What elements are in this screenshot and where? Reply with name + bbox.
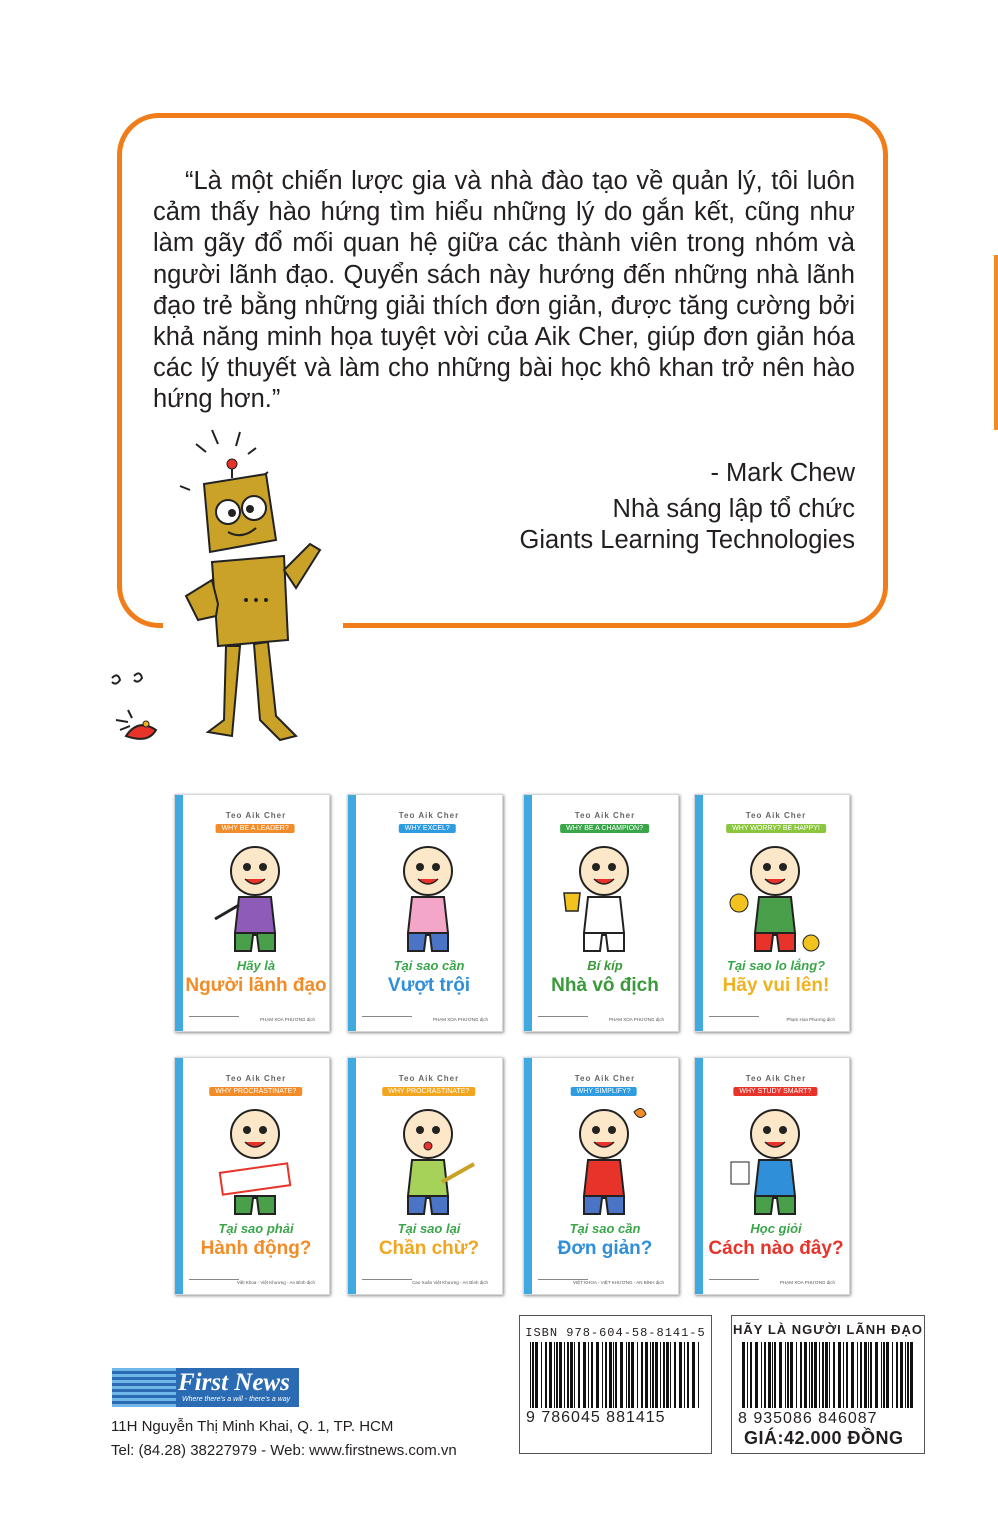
barcode-bar: [535, 1342, 538, 1408]
barcode-bar: [666, 1342, 669, 1408]
barcode-bar: [742, 1342, 745, 1408]
publisher-mark: [362, 1016, 412, 1023]
publisher-address: 11H Nguyễn Thị Minh Khai, Q. 1, TP. HCM: [111, 1418, 394, 1435]
barcode-bar: [843, 1342, 844, 1408]
book-subtitle: Tại sao cần: [569, 1221, 641, 1236]
book-title: Người lãnh đạo: [185, 975, 327, 996]
barcode-bar: [905, 1342, 906, 1408]
book-tag: WHY STUDY SMART?: [733, 1087, 817, 1096]
barcode-bar: [896, 1342, 898, 1408]
barcode-bar: [605, 1342, 607, 1408]
book-spine: [695, 1058, 703, 1294]
barcode-bar: [864, 1342, 867, 1408]
product-digits: 8 935086 846087: [738, 1410, 878, 1427]
book-spine: [524, 795, 532, 1031]
book-spine: [695, 795, 703, 1031]
book-spine: [348, 1058, 356, 1294]
kid-illustration: [554, 839, 654, 957]
barcode-bar: [764, 1342, 766, 1408]
book-credit: PHẠM XOA PHƯƠNG dịch: [260, 1017, 315, 1022]
book-author: Teo Aik Cher: [225, 1074, 287, 1083]
book-author: Teo Aik Cher: [574, 1074, 636, 1083]
first-news-logo: [112, 1368, 299, 1407]
book-title: Đơn giản?: [557, 1238, 653, 1259]
logo-name: First News: [178, 1369, 290, 1396]
publisher-mark: [538, 1016, 588, 1023]
product-title: HÃY LÀ NGƯỜI LÃNH ĐẠO: [733, 1322, 923, 1337]
book-cover-3: [523, 794, 679, 1032]
barcode-bar: [750, 1342, 752, 1408]
book-author: Teo Aik Cher: [574, 811, 636, 820]
book-subtitle: Hãy là: [236, 958, 276, 973]
barcode-bar: [787, 1342, 789, 1408]
quote-author: - Mark Chew: [710, 459, 855, 487]
logo-stripes: [112, 1368, 176, 1407]
barcode-bar: [570, 1342, 573, 1408]
book-credit: VIỆT KHOA - VIỆT KHƯƠNG - AN BÌNH dịch: [572, 1280, 664, 1285]
book-title: Cách nào đây?: [708, 1238, 844, 1259]
kid-illustration: [725, 1102, 825, 1220]
barcode-bar: [556, 1342, 558, 1408]
barcode-bar: [626, 1342, 627, 1408]
barcode-bar: [779, 1342, 782, 1408]
barcode-bar: [578, 1342, 580, 1408]
barcode-bar: [747, 1342, 748, 1408]
book-tag: WHY PROCRASTINATE?: [382, 1087, 475, 1096]
book-title: Hãy vui lên!: [722, 975, 830, 996]
book-spine: [175, 795, 183, 1031]
barcode-bar: [900, 1342, 903, 1408]
barcode-bar: [628, 1342, 630, 1408]
book-credit: Việt Khoa - Việt Khương - An Bình dịch: [236, 1280, 315, 1285]
publisher-mark: [189, 1279, 239, 1286]
book-subtitle: Tại sao lo lắng?: [726, 958, 826, 973]
barcode-bar: [838, 1342, 841, 1408]
barcode-bar: [602, 1342, 603, 1408]
barcode-bar: [846, 1342, 848, 1408]
book-tag: WHY PROCRASTINATE?: [209, 1087, 302, 1096]
barcode-bar: [564, 1342, 565, 1408]
barcode-bar: [670, 1342, 671, 1408]
book-credit: PHẠM XOA PHƯƠNG dịch: [609, 1017, 664, 1022]
barcode-bar: [545, 1342, 547, 1408]
robot-illustration: [100, 420, 340, 760]
kid-illustration: [378, 839, 478, 957]
barcode-bar: [851, 1342, 854, 1408]
book-cover-1: [174, 794, 330, 1032]
barcode-bar: [875, 1342, 878, 1408]
barcode-bar: [907, 1342, 909, 1408]
book-author: Teo Aik Cher: [398, 811, 460, 820]
book-cover-4: [694, 794, 850, 1032]
quote-author-organization: Giants Learning Technologies: [519, 526, 855, 554]
book-cover-8: [694, 1057, 850, 1295]
book-subtitle: Học giỏi: [750, 1221, 802, 1236]
book-tag: WHY WORRY? BE HAPPY!: [726, 824, 826, 833]
book-spine: [348, 795, 356, 1031]
price-label: GIÁ:42.000 ĐỒNG: [744, 1428, 904, 1448]
quote-author-role: Nhà sáng lập tổ chức: [612, 495, 855, 523]
barcode-bar: [620, 1342, 623, 1408]
barcode-bar: [583, 1342, 586, 1408]
book-subtitle: Tại sao cần: [393, 958, 465, 973]
barcode-bar: [822, 1342, 824, 1408]
barcode-bar: [804, 1342, 807, 1408]
book-tag: WHY BE A LEADER?: [216, 824, 295, 833]
logo-slogan: Where there's a will - there's a way: [182, 1396, 291, 1403]
barcode-bar: [574, 1342, 575, 1408]
barcode-bar: [652, 1342, 654, 1408]
publisher-mark: [189, 1016, 239, 1023]
barcode-bar: [883, 1342, 885, 1408]
book-tag: WHY BE A CHAMPION?: [560, 824, 649, 833]
publisher-contact: Tel: (84.28) 38227979 - Web: www.firstnews.com.vn: [111, 1442, 457, 1459]
barcode-bar: [549, 1342, 552, 1408]
barcode-bar: [596, 1342, 599, 1408]
barcode-bar: [755, 1342, 758, 1408]
barcode-bar: [674, 1342, 676, 1408]
barcode-bar: [811, 1342, 813, 1408]
barcode-bar: [809, 1342, 810, 1408]
barcode-bar: [868, 1342, 869, 1408]
barcode-bar: [698, 1342, 699, 1408]
quote-text: “Là một chiến lược gia và nhà đào tạo về quản lý, tôi luôn cảm thấy hào hứng tìm hiểu những lý do gắn kết, cũng như làm gãy đổ mối quan hệ giữa các thành viên trong nhóm và người lãnh đạo. Quyển sách này hướng đến những nhà lãnh đạo trẻ bằng những giải thích đơn giản, được tăng cường bởi khả năng minh họa tuyệt vời của Aik Cher, giúp đơn giản hóa các lý thuyết và làm cho những bài học khô khan trở nên hào hứng hơn.”: [153, 167, 855, 414]
book-credit: PHẠM XOA PHƯƠNG dịch: [780, 1280, 835, 1285]
barcode-bar: [631, 1342, 634, 1408]
barcode-bar: [655, 1342, 658, 1408]
barcode-bar: [663, 1342, 665, 1408]
barcode-bar: [609, 1342, 612, 1408]
barcode-bar: [790, 1342, 793, 1408]
barcode-bar: [796, 1342, 797, 1408]
barcode-bar: [772, 1342, 773, 1408]
barcode-bar: [591, 1342, 593, 1408]
barcode-bar: [554, 1342, 555, 1408]
barcode-bar: [615, 1342, 617, 1408]
barcode-bar: [825, 1342, 828, 1408]
book-cover-2: [347, 794, 503, 1032]
barcode-bar: [761, 1342, 762, 1408]
barcode-bar: [774, 1342, 776, 1408]
book-cover-5: [174, 1057, 330, 1295]
product-barcode-box: [731, 1315, 925, 1454]
book-author: Teo Aik Cher: [225, 811, 287, 820]
book-spine: [175, 1058, 183, 1294]
isbn-label: ISBN 978-604-58-8141-5: [525, 1326, 706, 1340]
book-cover-6: [347, 1057, 503, 1295]
book-tag: WHY SIMPLIFY?: [571, 1087, 637, 1096]
kid-illustration: [554, 1102, 654, 1220]
barcode-bar: [684, 1342, 685, 1408]
barcode-bar: [645, 1342, 648, 1408]
barcode-bar: [910, 1342, 913, 1408]
barcode-bar: [660, 1342, 661, 1408]
book-title: Nhà vô địch: [551, 975, 659, 996]
barcode-bar: [650, 1342, 651, 1408]
barcode-bar: [567, 1342, 569, 1408]
book-subtitle: Tại sao phải: [218, 1221, 294, 1236]
book-subtitle: Tại sao lại: [397, 1221, 461, 1236]
book-title: Vượt trội: [387, 975, 471, 996]
barcode-bar: [833, 1342, 835, 1408]
barcode-bar: [588, 1342, 589, 1408]
book-credit: Phạm Hoa Phương dịch: [786, 1017, 835, 1022]
book-tag: WHY EXCEL?: [399, 824, 456, 833]
edge-accent-line: [994, 255, 998, 430]
barcode-bar: [559, 1342, 562, 1408]
publisher-mark: [709, 1279, 759, 1286]
publisher-mark: [362, 1279, 412, 1286]
isbn-barcode-box: [519, 1315, 712, 1454]
kid-illustration: [725, 839, 825, 957]
book-author: Teo Aik Cher: [745, 811, 807, 820]
barcode-bar: [692, 1342, 695, 1408]
isbn-barcode: [530, 1342, 702, 1410]
book-author: Teo Aik Cher: [398, 1074, 460, 1083]
barcode-bar: [679, 1342, 682, 1408]
book-title: Hành động?: [200, 1238, 312, 1259]
barcode-bar: [541, 1342, 542, 1408]
barcode-bar: [637, 1342, 638, 1408]
barcode-bar: [819, 1342, 820, 1408]
barcode-bar: [860, 1342, 862, 1408]
barcode-bar: [892, 1342, 893, 1408]
barcode-bar: [613, 1342, 614, 1408]
barcode-bar: [687, 1342, 689, 1408]
barcode-bar: [768, 1342, 771, 1408]
barcode-bar: [881, 1342, 882, 1408]
book-credit: Cao Xuân Việt Khương - An Bình dịch: [412, 1280, 488, 1285]
kid-illustration: [205, 1102, 305, 1220]
book-author: Teo Aik Cher: [745, 1074, 807, 1083]
kid-illustration: [205, 839, 305, 957]
barcode-bar: [785, 1342, 786, 1408]
publisher-mark: [709, 1016, 759, 1023]
barcode-bar: [814, 1342, 817, 1408]
isbn-digits: 9 786045 881415: [526, 1409, 666, 1426]
barcode-bar: [829, 1342, 830, 1408]
barcode-bar: [870, 1342, 872, 1408]
barcode-bar: [530, 1342, 531, 1408]
barcode-bar: [641, 1342, 643, 1408]
kid-illustration: [378, 1102, 478, 1220]
book-subtitle: Bí kíp: [587, 958, 623, 973]
book-credit: PHẠM XOA PHƯƠNG dịch: [433, 1017, 488, 1022]
barcode-bar: [532, 1342, 534, 1408]
book-title: Chần chừ?: [378, 1238, 480, 1259]
book-spine: [524, 1058, 532, 1294]
book-cover-7: [523, 1057, 679, 1295]
product-barcode: [742, 1342, 914, 1410]
barcode-bar: [857, 1342, 858, 1408]
barcode-bar: [886, 1342, 889, 1408]
barcode-bar: [800, 1342, 802, 1408]
